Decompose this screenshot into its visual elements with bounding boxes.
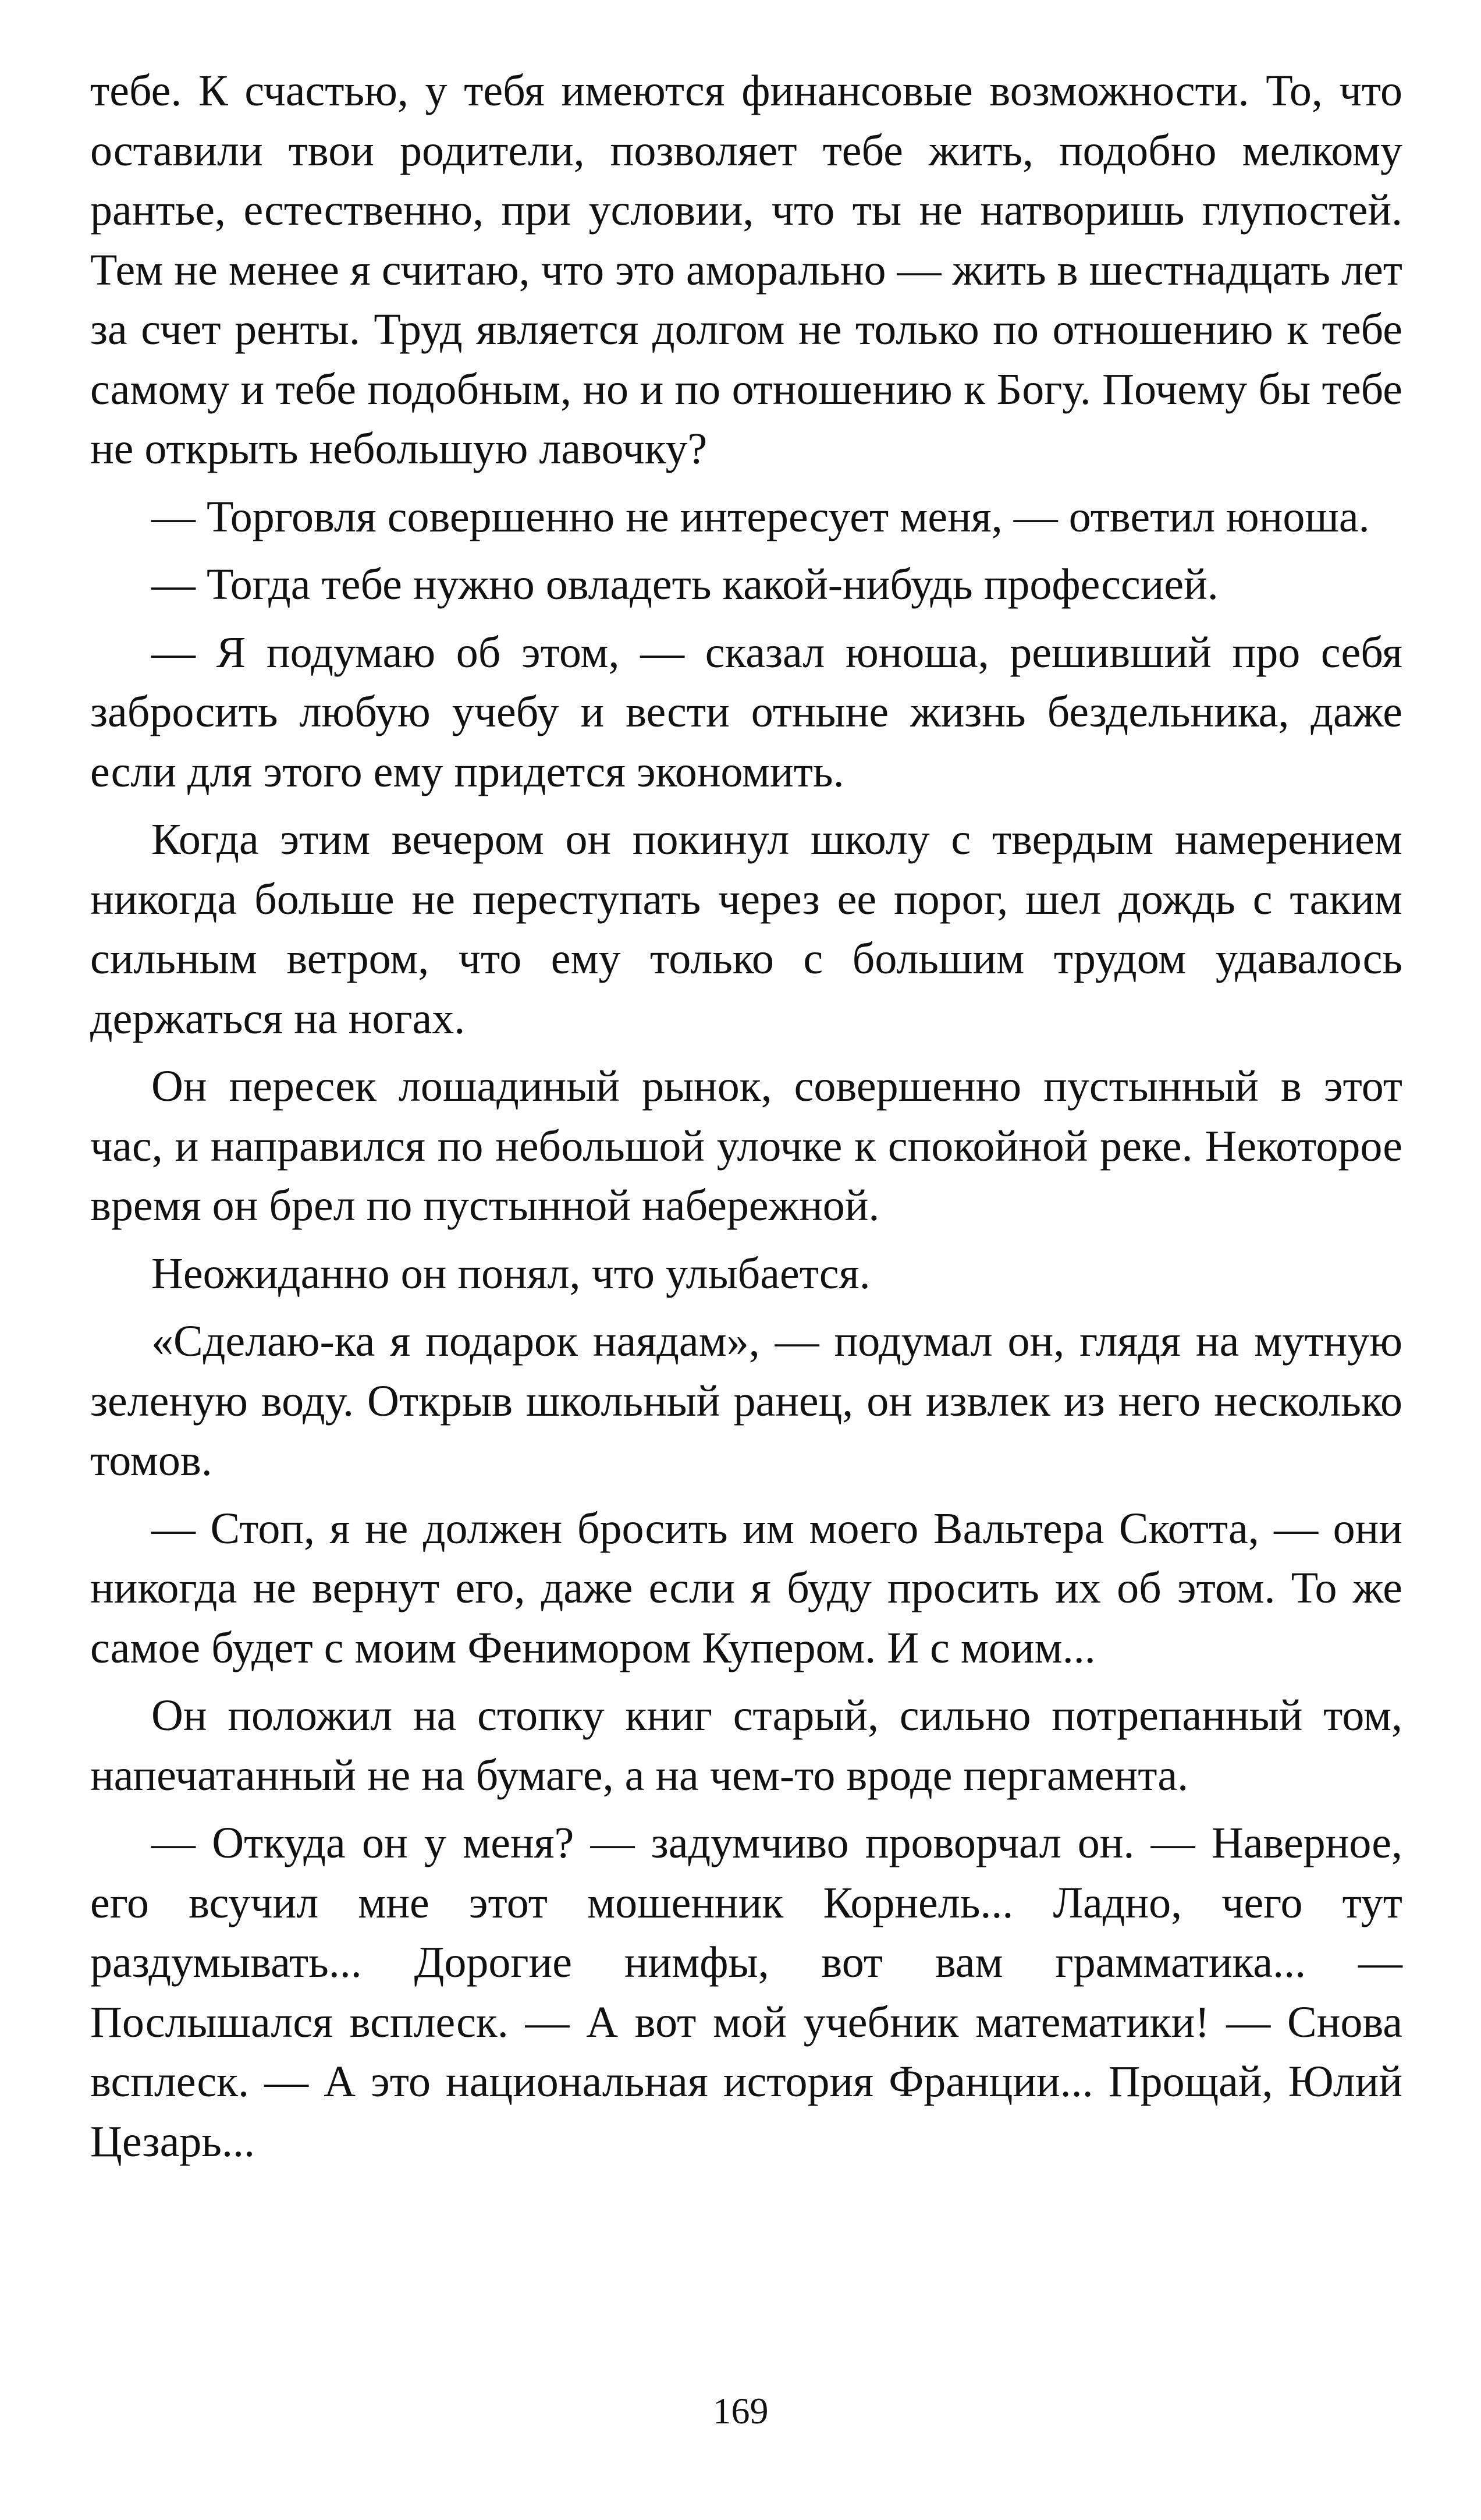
paragraph: — Я подумаю об этом, — сказал юноша, решивший про себя забросить любую учебу и вести отныне жизнь бездельника, даже если для этого ему придется экономить. — [90, 628, 1402, 796]
paragraph: Когда этим вечером он покинул школу с твердым намерением никогда больше не переступать через ее порог, шел дождь с таким сильным ветром, что ему только с большим трудом удавалось держаться на ногах. — [90, 815, 1402, 1043]
paragraph: «Сделаю-ка я подарок наядам», — подумал он, глядя на мутную зеленую воду. Открыв школьный ранец, он извлек из него несколько томов. — [90, 1317, 1402, 1485]
paragraph: Он пересек лошадиный рынок, совершенно пустынный в этот час, и направился по небольшой улочке к спокойной реке. Некоторое время он брел по пустынной набережной. — [90, 1062, 1402, 1230]
paragraph: тебе. К счастью, у тебя имеются финансовые возможности. То, что оставили твои родители, позволяет тебе жить, подобно мелкому рантье, естественно, при условии, что ты не натворишь глупостей. Тем не менее я считаю, что это аморально — жить в шестнадцать лет за счет ренты. Труд является долгом не только по отношению к тебе самому и тебе подобным, но и по отношению к Богу. Почему бы тебе не открыть небольшую лавочку? — [90, 66, 1402, 473]
paragraph: Он положил на стопку книг старый, сильно потрепанный том, напечатанный не на бумаге, а на чем-то вроде пергамента. — [90, 1691, 1402, 1800]
page-number: 169 — [712, 2390, 769, 2432]
paragraph: — Тогда тебе нужно овладеть какой-нибудь профессией. — [151, 560, 1219, 609]
paragraph: — Стоп, я не должен бросить им моего Вальтера Скотта, — они никогда не вернут его, даже если я буду просить их об этом. То же самое будет с моим Фенимором Купером. И с моим... — [90, 1504, 1402, 1672]
paragraph: Неожиданно он понял, что улыбается. — [151, 1249, 871, 1298]
paragraph: — Откуда он у меня? — задумчиво проворчал он. — Наверное, его всучил мне этот мошенник Корнель... Ладно, чего тут раздумывать... Дорогие нимфы, вот вам грамматика... — Послышался всплеск. — А вот мой учебник математики! — Снова всплеск. — А это национальная история Франции... Прощай, Юлий Цезарь... — [90, 1819, 1402, 2166]
paragraph: — Торговля совершенно не интересует меня, — ответил юноша. — [151, 492, 1370, 541]
body-text — [90, 61, 1402, 2179]
